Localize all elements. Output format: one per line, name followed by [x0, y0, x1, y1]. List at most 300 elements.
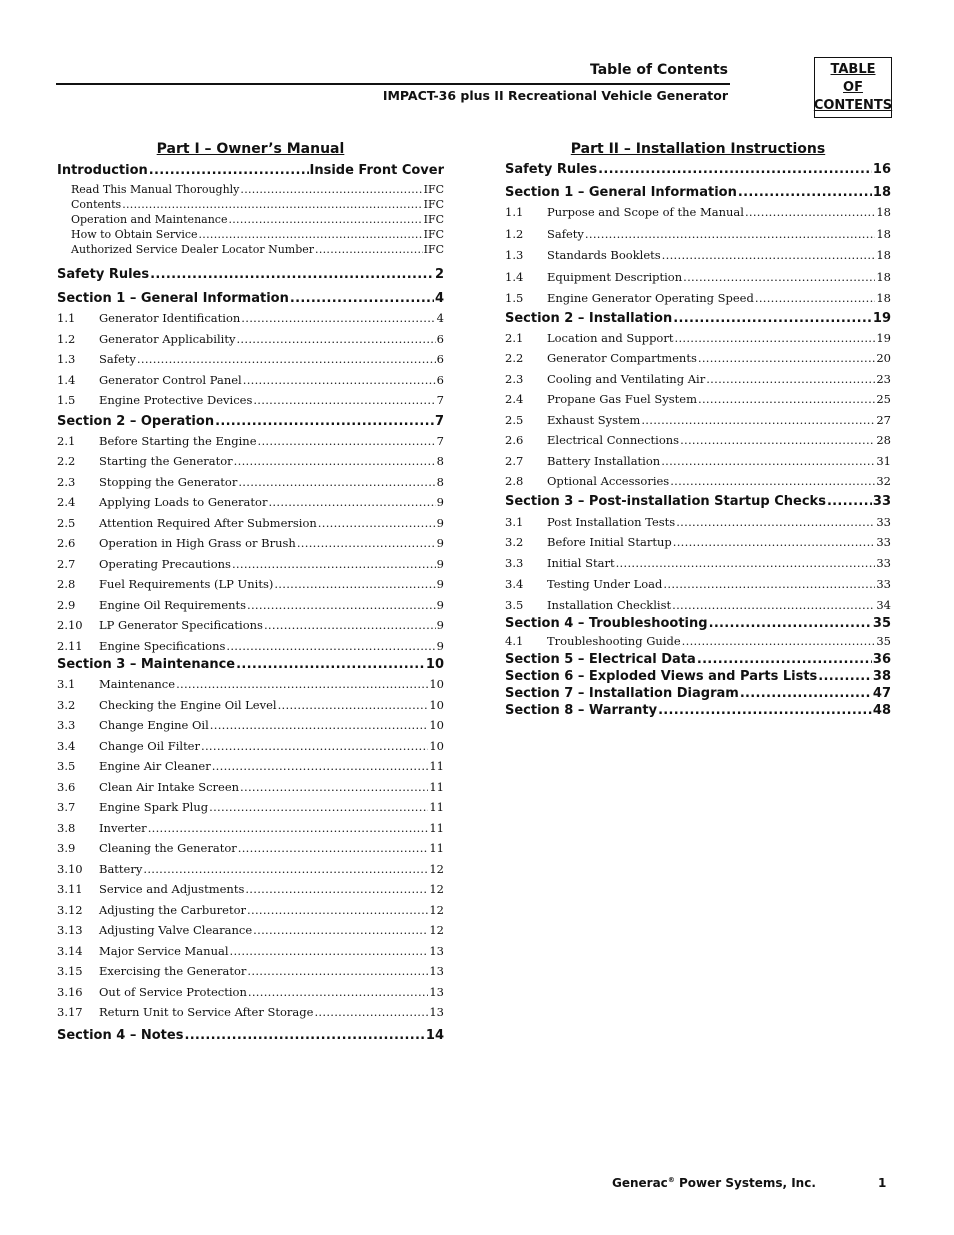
leader-dots: [683, 267, 875, 289]
toc-label: Operation in High Grass or Brush: [99, 536, 296, 550]
toc-number: 3.2: [57, 697, 76, 712]
toc-number: 2.2: [57, 454, 76, 468]
toc-page: 9: [436, 495, 444, 509]
leader-dots: [698, 348, 876, 369]
leader-dots: [248, 982, 428, 1003]
toc-item[interactable]: [505, 369, 891, 390]
toc-page: 32: [876, 474, 891, 488]
leader-dots: [238, 472, 435, 493]
toc-item[interactable]: [505, 288, 891, 310]
toc-label: Section 3 – Maintenance: [57, 657, 236, 672]
toc-label: Generator Applicability: [99, 331, 236, 346]
toc-item[interactable]: [57, 472, 444, 493]
toc-item[interactable]: [505, 328, 891, 349]
toc-label: Read This Manual Thoroughly: [71, 183, 240, 196]
toc-page: 11: [429, 841, 444, 855]
toc-subitem[interactable]: [57, 197, 444, 212]
toc-number: 2.6: [57, 536, 76, 550]
toc-label: Inverter: [99, 820, 147, 835]
toc-label: Equipment Description: [547, 269, 683, 284]
toc-label: Post Installation Tests: [547, 514, 676, 529]
toc-item[interactable]: [57, 615, 444, 636]
toc-section-5[interactable]: [505, 651, 891, 668]
toc-item[interactable]: [57, 533, 444, 554]
toc-label: Major Service Manual: [99, 943, 229, 958]
toc-number: 2.1: [57, 433, 76, 448]
toc-number: 1.2: [57, 331, 76, 346]
toc-number: 3.10: [57, 861, 83, 876]
toc-label: Checking the Engine Oil Level: [99, 697, 277, 712]
toc-subitem[interactable]: [57, 182, 444, 197]
toc-item[interactable]: [505, 633, 891, 649]
toc-label: Section 5 – Electrical Data: [505, 652, 696, 668]
toc-label: Authorized Service Dealer Locator Number: [71, 243, 315, 256]
toc-label: Starting the Generator: [99, 454, 233, 468]
toc-item[interactable]: [57, 859, 444, 880]
toc-item[interactable]: [505, 202, 891, 224]
leader-dots: [247, 900, 428, 921]
toc-label: Engine Protective Devices: [99, 393, 253, 407]
toc-page: 38: [872, 669, 891, 685]
toc-label: Safety Rules: [505, 162, 598, 177]
toc-label: Generator Identification: [99, 311, 241, 325]
toc-number: 3.1: [57, 677, 76, 691]
leader-dots: [661, 451, 875, 472]
toc-label: Applying Loads to Generator: [99, 495, 268, 509]
toc-item[interactable]: [505, 512, 891, 533]
toc-label: Section 1 – General Information: [505, 185, 737, 200]
toc-page: 9: [436, 515, 444, 530]
toc-item[interactable]: [57, 636, 444, 657]
toc-number: 3.6: [57, 779, 76, 794]
leader-dots: [230, 941, 429, 962]
toc-item[interactable]: [57, 390, 444, 411]
leader-dots: [258, 431, 436, 452]
tab-line-3: CONTENTS: [813, 97, 893, 113]
toc-label: Initial Start: [547, 556, 615, 571]
toc-page: 34: [876, 597, 891, 612]
toc-page: 13: [429, 1005, 444, 1019]
toc-item[interactable]: [57, 736, 444, 757]
toc-item[interactable]: [505, 471, 891, 492]
toc-page: 10: [429, 697, 444, 712]
toc-number: 3.3: [505, 556, 524, 571]
toc-item[interactable]: [57, 777, 444, 798]
toc-item[interactable]: [57, 554, 444, 575]
toc-item[interactable]: [505, 532, 891, 553]
toc-section-6[interactable]: [505, 668, 891, 685]
toc-item[interactable]: [505, 574, 891, 595]
toc-page: 7: [436, 393, 444, 407]
toc-page: 11: [429, 759, 444, 773]
toc-page: 23: [876, 371, 891, 386]
toc-label: Out of Service Protection: [99, 984, 247, 999]
toc-item[interactable]: [57, 756, 444, 777]
toc-number: 2.9: [57, 597, 76, 612]
toc-label: Maintenance: [99, 677, 176, 691]
leader-dots: [253, 390, 435, 411]
toc-label: How to Obtain Service: [71, 228, 198, 241]
toc-page: 48: [872, 703, 891, 719]
toc-section-1[interactable]: [505, 184, 891, 202]
toc-number: 1.1: [505, 205, 524, 219]
toc-label: Generator Control Panel: [99, 372, 242, 387]
toc-page: Inside Front Cover: [309, 163, 444, 178]
toc-page: 18: [876, 248, 891, 262]
toc-label: Safety: [99, 352, 136, 366]
part-two-column: [505, 138, 891, 719]
company-name-rest: Power Systems, Inc.: [674, 1176, 816, 1190]
toc-label: Section 7 – Installation Diagram: [505, 686, 739, 702]
leader-dots: [662, 245, 876, 267]
toc-item[interactable]: [57, 961, 444, 982]
toc-page: 27: [876, 412, 891, 427]
toc-label: Operation and Maintenance: [71, 213, 228, 226]
toc-page: 12: [429, 902, 444, 917]
toc-page: 7: [436, 433, 444, 448]
toc-label: Engine Generator Operating Speed: [547, 291, 754, 305]
leader-dots: [236, 329, 435, 350]
toc-item[interactable]: [505, 595, 891, 616]
tab-line-2: OF: [843, 79, 863, 95]
toc-item[interactable]: [57, 513, 444, 534]
toc-item[interactable]: [57, 349, 444, 370]
toc-label: Battery: [99, 861, 143, 876]
table-of-contents-tab: [814, 57, 892, 118]
toc-label: Engine Specifications: [99, 638, 226, 653]
toc-section-4[interactable]: [57, 1027, 444, 1045]
toc-item[interactable]: [57, 920, 444, 941]
toc-label: Optional Accessories: [547, 474, 670, 488]
toc-item[interactable]: [57, 941, 444, 962]
toc-page: 6: [436, 372, 444, 387]
toc-page: 9: [436, 577, 444, 591]
toc-page: 33: [872, 493, 891, 509]
toc-page: 33: [876, 576, 891, 591]
toc-number: 2.3: [505, 371, 524, 386]
toc-page: 33: [876, 514, 891, 529]
toc-page: 6: [436, 331, 444, 346]
toc-number: 2.1: [505, 330, 524, 345]
toc-label: Adjusting the Carburetor: [99, 902, 247, 917]
toc-page: 6: [436, 352, 444, 366]
toc-page: 11: [429, 779, 444, 794]
toc-label: Before Starting the Engine: [99, 433, 257, 448]
leader-dots: [210, 715, 429, 736]
toc-section-8[interactable]: [505, 702, 891, 719]
toc-section-2-items: [57, 431, 444, 657]
toc-section-safety-rules[interactable]: [505, 161, 891, 179]
leader-dots: [318, 513, 436, 534]
toc-number: 3.5: [57, 759, 76, 773]
leader-dots: [680, 430, 875, 451]
toc-item[interactable]: [57, 879, 444, 900]
leader-dots: [201, 736, 428, 757]
part-two-title: Part II – Installation Instructions: [570, 141, 826, 157]
toc-item[interactable]: [57, 492, 444, 513]
leader-dots: [674, 328, 875, 349]
toc-number: 1.4: [57, 372, 76, 387]
toc-label: Attention Required After Submersion: [99, 515, 317, 530]
part-one-column: [57, 138, 444, 1045]
toc-label: Operating Precautions: [99, 556, 231, 571]
toc-item[interactable]: [57, 329, 444, 350]
toc-item[interactable]: [57, 695, 444, 716]
toc-page: 36: [872, 652, 891, 668]
toc-label: Standards Booklets: [547, 248, 661, 262]
toc-number: 1.3: [57, 352, 76, 366]
toc-item[interactable]: [57, 431, 444, 452]
toc-item[interactable]: [505, 348, 891, 369]
toc-page: 12: [429, 861, 444, 876]
leader-dots: [176, 674, 428, 695]
toc-number: 3.13: [57, 923, 83, 937]
toc-item[interactable]: [505, 451, 891, 472]
leader-dots: [641, 410, 875, 431]
toc-subitem[interactable]: [57, 242, 444, 257]
toc-page: 13: [429, 984, 444, 999]
leader-dots: [209, 797, 428, 818]
toc-item[interactable]: [57, 370, 444, 391]
leader-dots: [143, 859, 428, 880]
leader-dots: [274, 574, 435, 595]
toc-label: Exercising the Generator: [99, 964, 247, 978]
toc-number: 2.11: [57, 638, 83, 653]
toc-page: 18: [876, 226, 891, 241]
leader-dots: [247, 961, 428, 982]
toc-label: Engine Oil Requirements: [99, 597, 247, 612]
page-number: 1: [878, 1176, 887, 1190]
leader-dots: [755, 288, 876, 310]
toc-label: Contents: [71, 198, 122, 211]
toc-label: Safety: [547, 226, 584, 241]
toc-item[interactable]: [57, 982, 444, 1003]
leader-dots: [297, 533, 436, 554]
leader-dots: [240, 777, 428, 798]
toc-page: 13: [429, 943, 444, 958]
toc-number: 3.3: [57, 718, 76, 732]
leader-dots: [682, 633, 876, 649]
toc-number: 2.4: [505, 392, 524, 406]
toc-label: Section 1 – General Information: [57, 291, 289, 306]
toc-page: 18: [876, 205, 891, 219]
company-name: Generac: [612, 1176, 668, 1190]
toc-page: 19: [872, 310, 891, 326]
part-one-title: Part I – Owner’s Manual: [156, 141, 345, 157]
leader-dots: [238, 838, 429, 859]
toc-page: 10: [429, 718, 444, 732]
toc-label: Section 3 – Post-installation Startup Checks: [505, 493, 826, 509]
toc-label: Fuel Requirements (LP Units): [99, 577, 274, 591]
leader-dots: [253, 920, 428, 941]
leader-dots: [314, 1002, 428, 1023]
toc-item[interactable]: [505, 410, 891, 431]
toc-label: Troubleshooting Guide: [547, 634, 681, 649]
toc-item[interactable]: [57, 797, 444, 818]
toc-page: 31: [876, 453, 891, 468]
header-rule: [56, 83, 730, 85]
toc-number: 2.8: [57, 577, 76, 591]
leader-dots: [673, 532, 876, 553]
toc-label: Purpose and Scope of the Manual: [547, 205, 744, 219]
toc-label: Battery Installation: [547, 453, 661, 468]
toc-section-safety-rules[interactable]: [57, 266, 444, 284]
toc-page: IFC: [423, 243, 444, 256]
toc-page: IFC: [423, 183, 444, 196]
toc-page: 9: [436, 638, 444, 653]
toc-page: 11: [429, 820, 444, 835]
toc-item[interactable]: [57, 838, 444, 859]
toc-item[interactable]: [57, 595, 444, 616]
toc-label: Propane Gas Fuel System: [547, 392, 697, 406]
toc-label: Return Unit to Service After Storage: [99, 1005, 314, 1019]
toc-page: 16: [872, 162, 891, 177]
toc-page: IFC: [423, 198, 444, 211]
footer: [612, 1176, 887, 1190]
toc-item[interactable]: [505, 389, 891, 410]
toc-page: 13: [429, 964, 444, 978]
leader-dots: [676, 512, 875, 533]
document-title: Table of Contents: [589, 62, 728, 78]
toc-page: IFC: [423, 213, 444, 226]
toc-page: 12: [429, 923, 444, 937]
toc-page: 4: [434, 291, 444, 306]
toc-subitem[interactable]: [57, 227, 444, 242]
toc-page: 25: [876, 392, 891, 406]
toc-item[interactable]: [57, 308, 444, 329]
toc-item[interactable]: [505, 553, 891, 574]
toc-page: 12: [429, 882, 444, 896]
toc-label: Stopping the Generator: [99, 474, 238, 489]
toc-item[interactable]: [57, 715, 444, 736]
toc-number: 2.5: [57, 515, 76, 530]
toc-label: Generator Compartments: [547, 351, 697, 365]
toc-section-2[interactable]: [505, 310, 891, 328]
toc-number: 1.1: [57, 311, 76, 325]
toc-label: Safety Rules: [57, 267, 150, 282]
toc-section-4-items: [505, 633, 891, 649]
toc-label: Change Engine Oil: [99, 718, 209, 732]
leader-dots: [706, 369, 875, 390]
toc-page: 9: [436, 618, 444, 632]
toc-number: 4.1: [505, 634, 524, 649]
toc-number: 1.3: [505, 248, 524, 262]
toc-page: 35: [872, 616, 891, 632]
toc-item[interactable]: [505, 430, 891, 451]
leader-dots: [745, 202, 875, 224]
toc-label: Cooling and Ventilating Air: [547, 371, 706, 386]
toc-section-1-items: [505, 202, 891, 310]
toc-page: 9: [436, 597, 444, 612]
leader-dots: [278, 695, 429, 716]
leader-dots: [247, 595, 436, 616]
leader-dots: [670, 471, 875, 492]
document-subtitle: IMPACT-36 plus II Recreational Vehicle Generator: [382, 88, 728, 103]
toc-page: IFC: [423, 228, 444, 241]
toc-section-3[interactable]: [57, 656, 444, 674]
toc-label: Section 4 – Notes: [57, 1027, 184, 1043]
toc-label: Testing Under Load: [547, 576, 663, 591]
toc-number: 3.15: [57, 964, 83, 978]
toc-label: Section 6 – Exploded Views and Parts Lists: [505, 669, 818, 685]
toc-page: 9: [436, 556, 444, 571]
toc-number: 2.2: [505, 351, 524, 365]
toc-item[interactable]: [57, 900, 444, 921]
leader-dots: [268, 492, 435, 513]
toc-section-4[interactable]: [505, 615, 891, 633]
toc-section-2[interactable]: [57, 413, 444, 431]
toc-section-3[interactable]: [505, 492, 891, 512]
leader-dots: [148, 818, 429, 839]
toc-item[interactable]: [505, 267, 891, 289]
toc-number: 3.16: [57, 984, 83, 999]
toc-number: 2.4: [57, 495, 76, 509]
toc-label: Clean Air Intake Screen: [99, 779, 240, 794]
toc-label: Electrical Connections: [547, 433, 680, 447]
toc-number: 3.8: [57, 820, 76, 835]
toc-page: 4: [436, 311, 444, 325]
toc-page: 9: [436, 536, 444, 550]
leader-dots: [232, 554, 436, 575]
toc-label: Section 8 – Warranty: [505, 703, 658, 719]
toc-section-3-items: [505, 512, 891, 616]
leader-dots: [245, 879, 428, 900]
toc-number: 3.12: [57, 902, 83, 917]
leader-dots: [137, 349, 436, 370]
toc-section-1[interactable]: [57, 290, 444, 308]
toc-number: 2.10: [57, 618, 83, 632]
toc-section-7[interactable]: [505, 685, 891, 702]
leader-dots: [226, 636, 435, 657]
toc-item[interactable]: [505, 245, 891, 267]
toc-label: Service and Adjustments: [99, 882, 245, 896]
toc-label: LP Generator Specifications: [99, 618, 263, 632]
leader-dots: [585, 224, 875, 246]
toc-page: 2: [434, 267, 444, 282]
toc-label: Introduction: [57, 163, 148, 178]
toc-number: 3.2: [505, 535, 524, 550]
toc-page: 18: [872, 185, 891, 200]
toc-number: 2.6: [505, 433, 524, 447]
toc-number: 1.2: [505, 226, 524, 241]
toc-item[interactable]: [57, 818, 444, 839]
toc-label: Section 4 – Troubleshooting: [505, 616, 708, 632]
toc-number: 3.1: [505, 514, 524, 529]
toc-item[interactable]: [505, 224, 891, 246]
leader-dots: [663, 574, 875, 595]
toc-item[interactable]: [57, 574, 444, 595]
toc-item[interactable]: [57, 1002, 444, 1023]
toc-number: 2.8: [505, 474, 524, 488]
toc-page: 10: [429, 738, 444, 753]
toc-label: Section 2 – Operation: [57, 413, 215, 429]
toc-item[interactable]: [57, 451, 444, 472]
toc-number: 3.17: [57, 1005, 83, 1019]
leader-dots: [264, 615, 436, 636]
toc-section-2-items: [505, 328, 891, 492]
toc-number: 1.4: [505, 269, 524, 284]
toc-subitem[interactable]: [57, 212, 444, 227]
toc-item[interactable]: [57, 674, 444, 695]
leader-dots: [234, 451, 436, 472]
toc-label: Adjusting Valve Clearance: [99, 923, 253, 937]
leader-dots: [672, 595, 875, 616]
leader-dots: [241, 308, 435, 329]
toc-number: 1.5: [57, 393, 76, 407]
toc-page: 33: [876, 556, 891, 571]
toc-section-introduction[interactable]: [57, 160, 444, 182]
toc-page: 10: [425, 657, 444, 672]
